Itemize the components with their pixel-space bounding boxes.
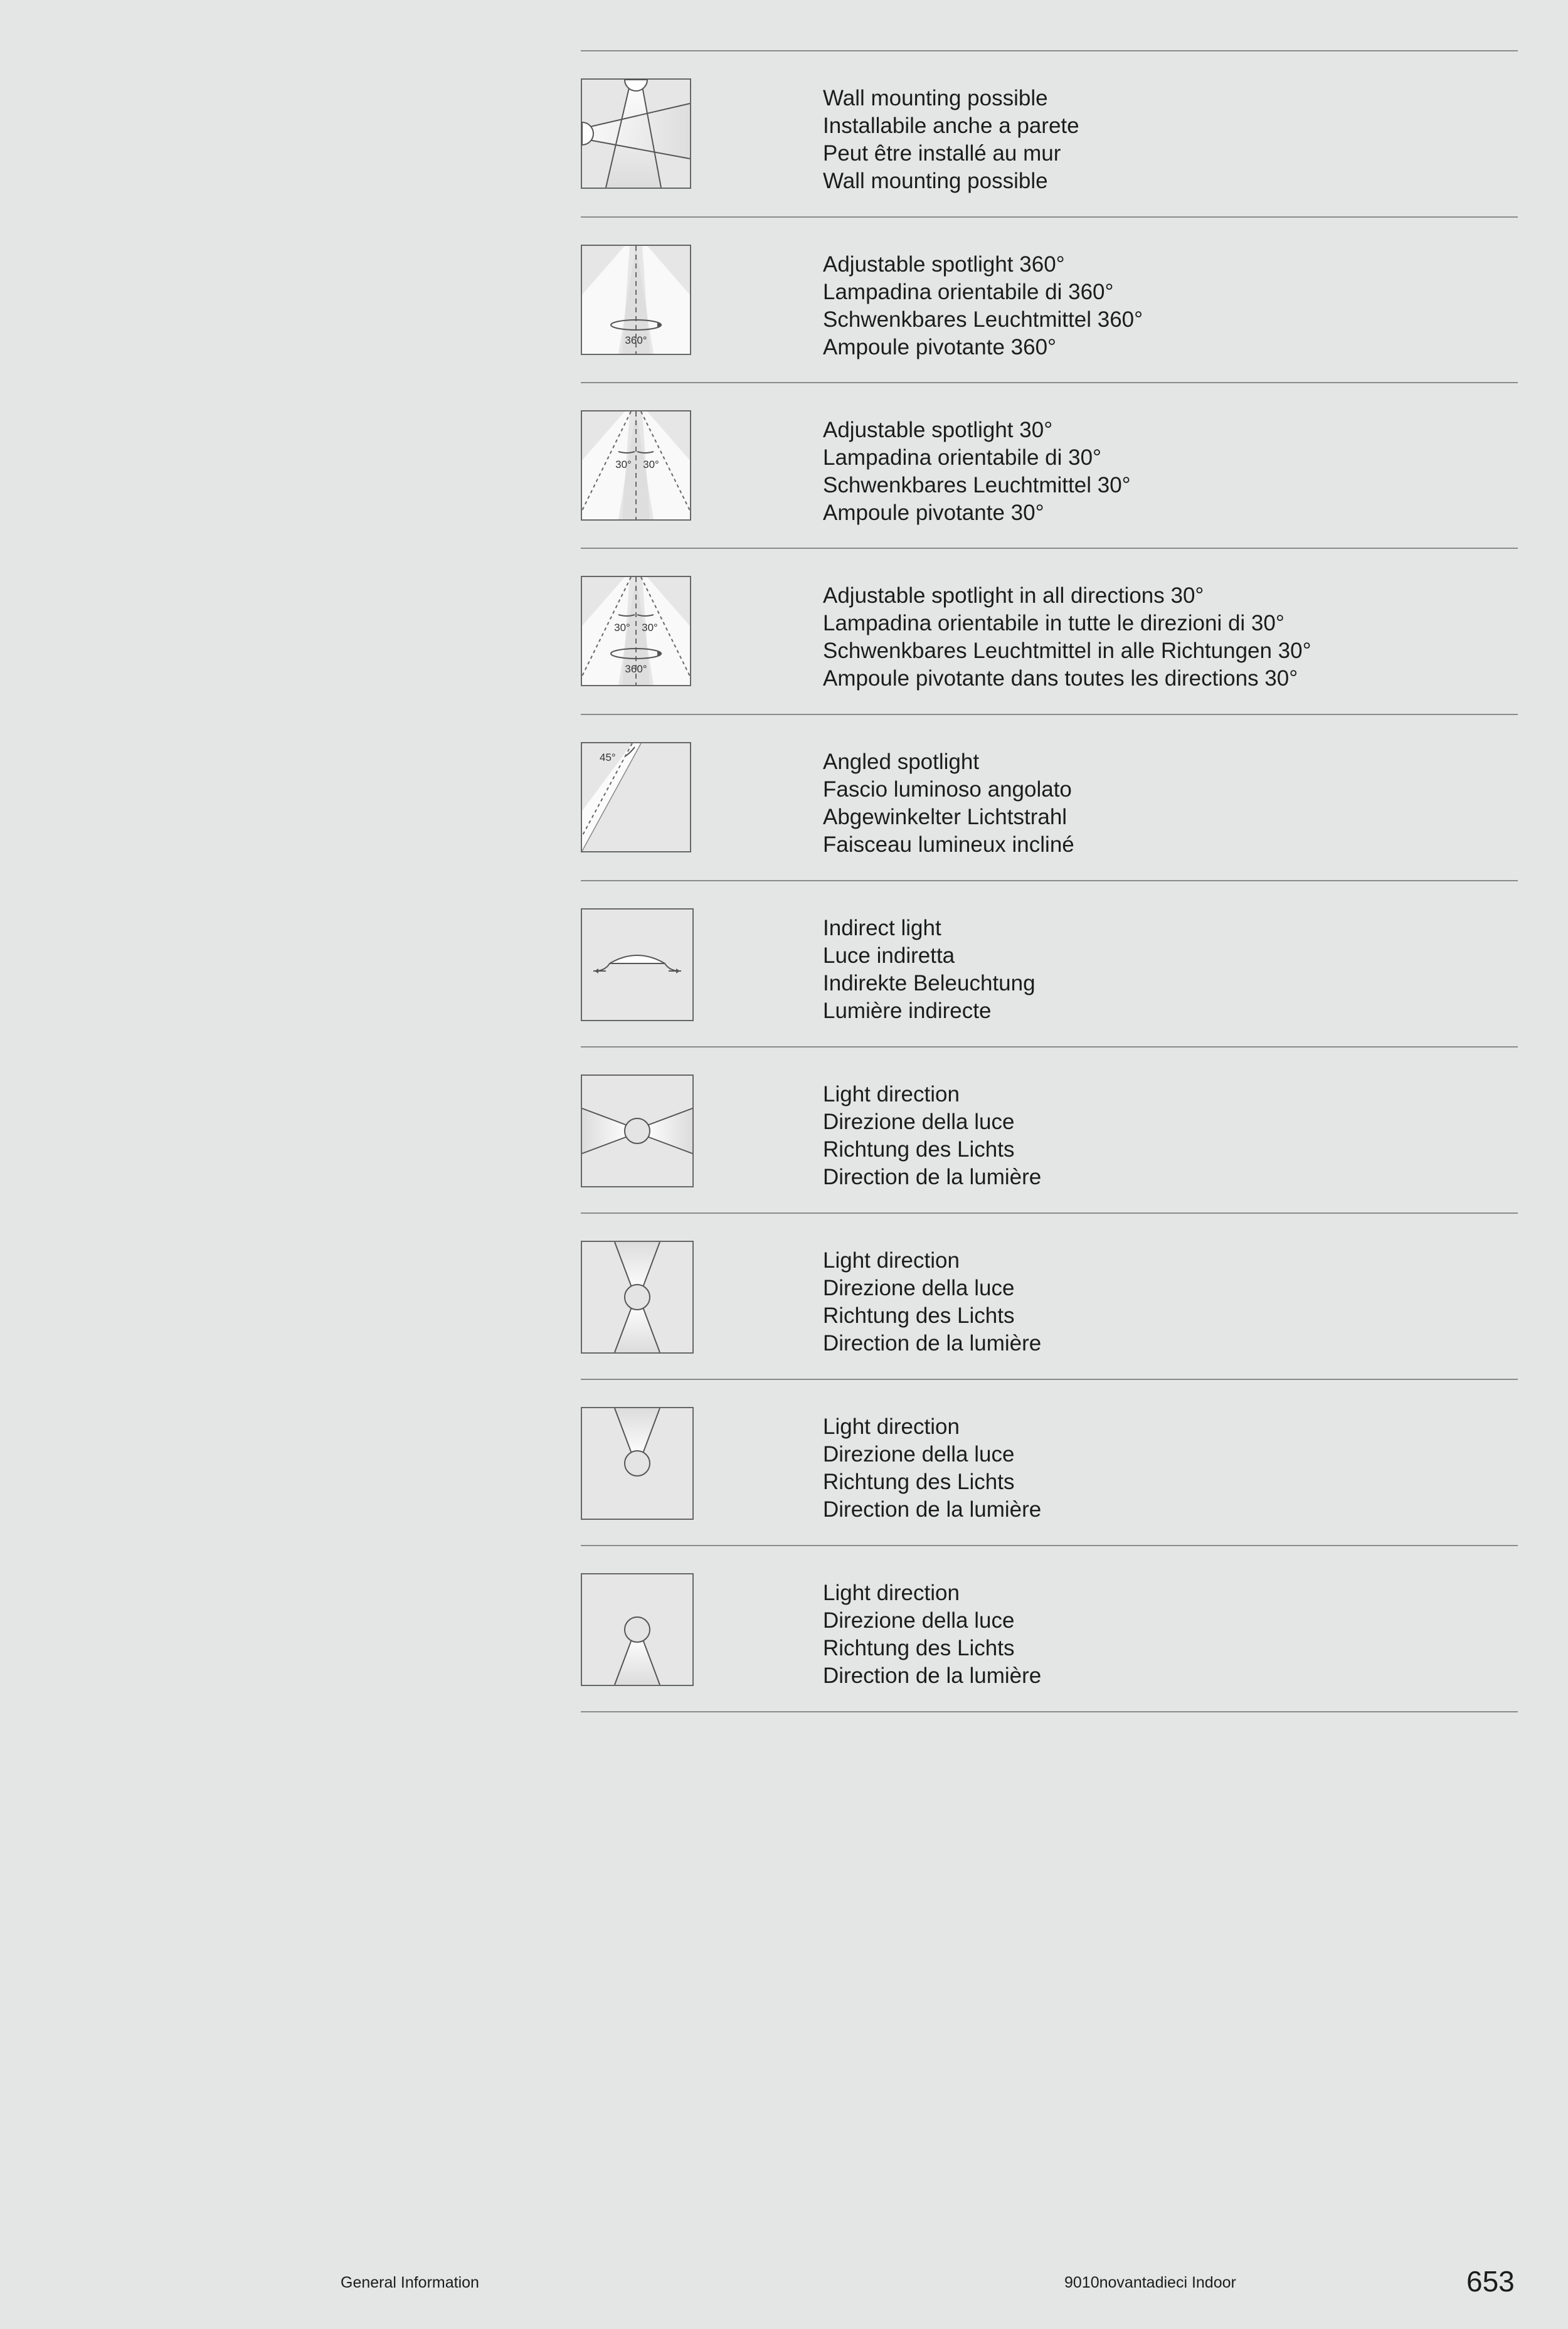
label-en: Light direction — [823, 1248, 960, 1273]
label-fr: Direction de la lumière — [823, 1331, 1042, 1355]
label-en: Indirect light — [823, 916, 941, 940]
label-fr: Direction de la lumière — [823, 1663, 1042, 1688]
adjustable-all-directions-icon — [581, 576, 691, 686]
legend-row-indirect-light — [581, 881, 1518, 1047]
label-de: Richtung des Lichts — [823, 1636, 1015, 1660]
label-de: Schwenkbares Leuchtmittel 360° — [823, 307, 1143, 332]
label-de: Schwenkbares Leuchtmittel 30° — [823, 473, 1131, 497]
label-fr: Direction de la lumière — [823, 1497, 1042, 1522]
page-number: 653 — [1466, 2265, 1515, 2298]
legend-row-wall-mounting — [581, 51, 1518, 217]
angle-label: 30° — [614, 622, 630, 634]
footer-section: General Information — [341, 2274, 479, 2291]
label-en: Adjustable spotlight 30° — [823, 418, 1053, 442]
label-fr: Ampoule pivotante dans toutes les directions 30° — [823, 666, 1298, 691]
label-de: Schwenkbares Leuchtmittel in alle Richtungen 30° — [823, 639, 1311, 663]
label-de: Indirekte Beleuchtung — [823, 971, 1036, 995]
label-en: Light direction — [823, 1414, 960, 1439]
label-fr: Ampoule pivotante 30° — [823, 501, 1044, 525]
label-it: Lampadina orientabile in tutte le direzioni di 30° — [823, 611, 1285, 635]
label-en: Wall mounting possible — [823, 86, 1048, 110]
label-en: Light direction — [823, 1581, 960, 1605]
label-it: Direzione della luce — [823, 1276, 1015, 1300]
label-fr: Peut être installé au mur — [823, 141, 1061, 166]
legend-row-light-direction-up — [581, 1379, 1518, 1546]
label-it: Lampadina orientabile di 30° — [823, 445, 1102, 470]
adjustable-360-icon — [581, 245, 691, 355]
legend-row-light-direction-sides — [581, 1047, 1518, 1213]
label-de: Richtung des Lichts — [823, 1303, 1015, 1328]
label-it: Luce indiretta — [823, 943, 955, 968]
label-fr: Ampoule pivotante 360° — [823, 335, 1057, 359]
legend-row-angled-spotlight — [581, 714, 1518, 881]
angle-label: 30° — [615, 459, 632, 470]
label-en: Adjustable spotlight 360° — [823, 252, 1065, 277]
label-en: Adjustable spotlight in all directions 30° — [823, 583, 1204, 608]
legend-row-adjustable-360 — [581, 217, 1518, 383]
label-de: Abgewinkelter Lichtstrahl — [823, 805, 1067, 829]
legend-row-light-direction-down — [581, 1546, 1518, 1712]
label-it: Lampadina orientabile di 360° — [823, 280, 1114, 304]
label-it: Fascio luminoso angolato — [823, 777, 1072, 802]
label-alt: Wall mounting possible — [823, 169, 1048, 193]
light-direction-up-icon — [581, 1407, 694, 1520]
label-it: Installabile anche a parete — [823, 114, 1079, 138]
adjustable-30-icon — [581, 410, 691, 521]
label-fr: Faisceau lumineux incliné — [823, 832, 1074, 857]
indirect-light-icon — [581, 908, 694, 1021]
light-direction-sides-icon — [581, 1074, 694, 1187]
label-en: Angled spotlight — [823, 750, 980, 774]
angle-label: 360° — [625, 663, 647, 675]
angle-label: 360° — [625, 334, 647, 346]
light-direction-up-down-icon — [581, 1241, 694, 1354]
legend-row-light-direction-up-down — [581, 1213, 1518, 1379]
label-it: Direzione della luce — [823, 1110, 1015, 1134]
label-it: Direzione della luce — [823, 1442, 1015, 1467]
footer-collection: 9010novantadieci Indoor — [1064, 2274, 1236, 2291]
label-en: Light direction — [823, 1082, 960, 1106]
wall-mounting-icon — [581, 78, 691, 189]
label-it: Direzione della luce — [823, 1608, 1015, 1633]
label-fr: Lumière indirecte — [823, 999, 992, 1023]
light-direction-down-icon — [581, 1573, 694, 1686]
legend-row-adjustable-30 — [581, 383, 1518, 549]
angle-label: 30° — [643, 459, 659, 470]
label-de: Richtung des Lichts — [823, 1137, 1015, 1162]
angled-spotlight-icon — [581, 742, 691, 852]
label-de: Richtung des Lichts — [823, 1470, 1015, 1494]
label-fr: Direction de la lumière — [823, 1165, 1042, 1189]
angle-label: 30° — [642, 622, 658, 634]
angle-label: 45° — [600, 751, 616, 763]
legend-row-adjustable-all-directions — [581, 548, 1518, 714]
